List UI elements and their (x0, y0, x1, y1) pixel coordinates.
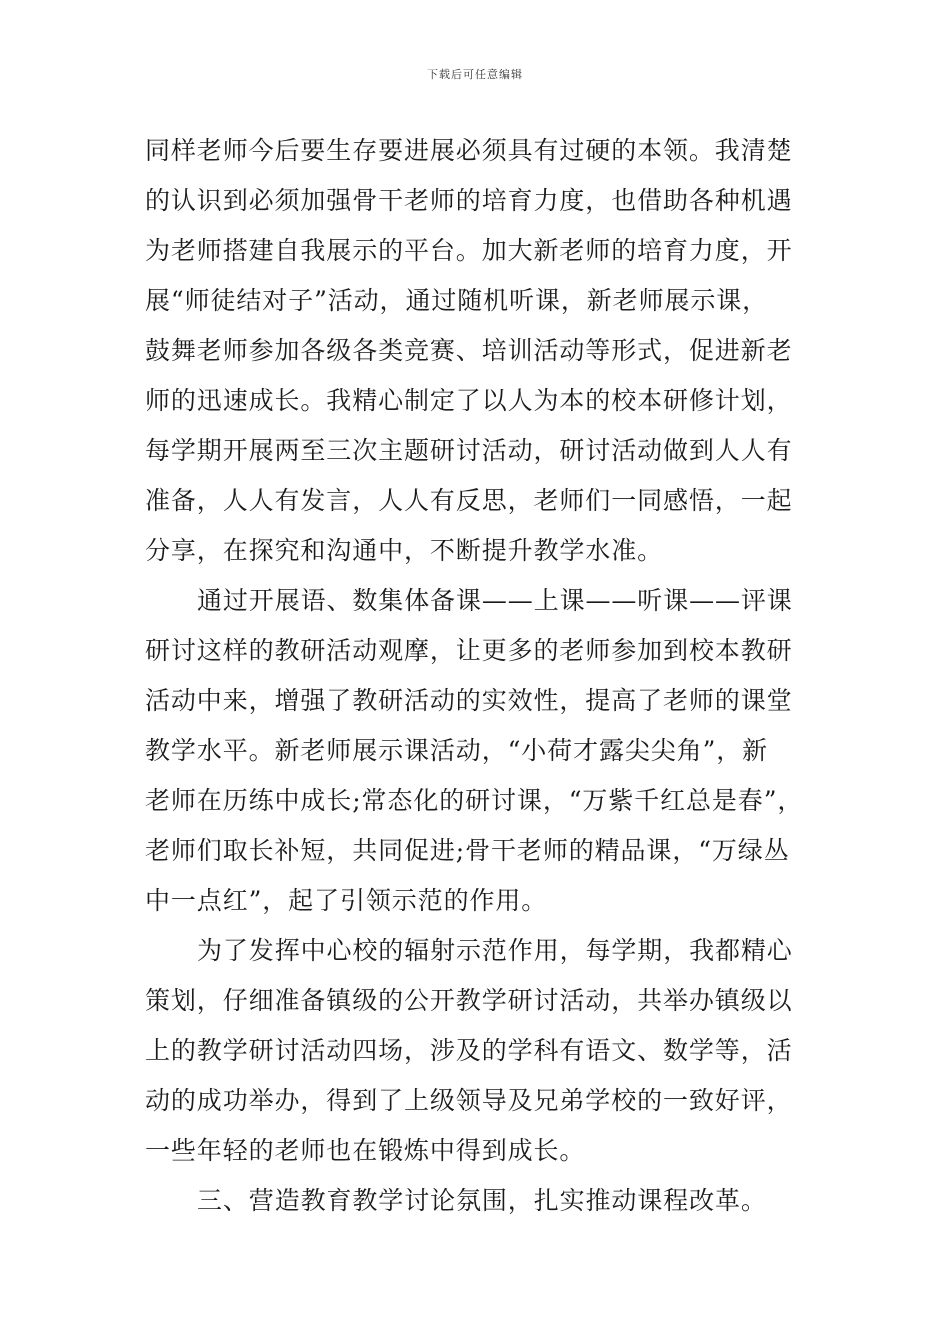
text-line: 准备，人人有发言，人人有反思，老师们一同感悟，一起 (145, 486, 793, 515)
text-line: 的认识到必须加强骨干老师的培育力度，也借助各种机遇 (145, 186, 793, 215)
text-line: 老师在历练中成长;常态化的研讨课，“万紫千红总是春”， (145, 786, 804, 815)
text-line: 同样老师今后要生存要进展必须具有过硬的本领。我清楚 (145, 136, 793, 165)
paragraph-start-line: 为了发挥中心校的辐射示范作用，每学期，我都精心 (197, 936, 793, 965)
text-line: 分享，在探究和沟通中，不断提升教学水准。 (145, 536, 664, 565)
text-line: 展“师徒结对子”活动，通过随机听课，新老师展示课， (145, 286, 769, 315)
text-line: 上的教学研讨活动四场，涉及的学科有语文、数学等，活 (145, 1036, 793, 1065)
text-line: 为老师搭建自我展示的平台。加大新老师的培育力度，开 (145, 236, 793, 265)
text-line: 鼓舞老师参加各级各类竞赛、培训活动等形式，促进新老 (145, 336, 793, 365)
paragraph-start-line: 通过开展语、数集体备课——上课——听课——评课 (197, 586, 793, 615)
text-line: 每学期开展两至三次主题研讨活动，研讨活动做到人人有 (145, 436, 793, 465)
text-line: 活动中来，增强了教研活动的实效性，提高了老师的课堂 (145, 686, 793, 715)
text-line: 师的迅速成长。我精心制定了以人为本的校本研修计划， (145, 386, 793, 415)
section-heading-line: 三、营造教育教学讨论氛围，扎实推动课程改革。 (197, 1186, 767, 1215)
text-line: 一些年轻的老师也在锻炼中得到成长。 (145, 1136, 586, 1165)
text-line: 策划，仔细准备镇级的公开教学研讨活动，共举办镇级以 (145, 986, 793, 1015)
text-line: 老师们取长补短，共同促进;骨干老师的精品课，“万绿丛 (145, 836, 790, 865)
text-line: 研讨这样的教研活动观摩，让更多的老师参加到校本教研 (145, 636, 793, 665)
text-line: 教学水平。新老师展示课活动，“小荷才露尖尖角”，新 (145, 736, 769, 765)
page-header-note: 下载后可任意编辑 (427, 68, 523, 81)
text-line: 动的成功举办，得到了上级领导及兄弟学校的一致好评， (145, 1086, 793, 1115)
document-body (145, 126, 815, 1226)
text-line: 中一点红”，起了引领示范的作用。 (145, 886, 548, 915)
